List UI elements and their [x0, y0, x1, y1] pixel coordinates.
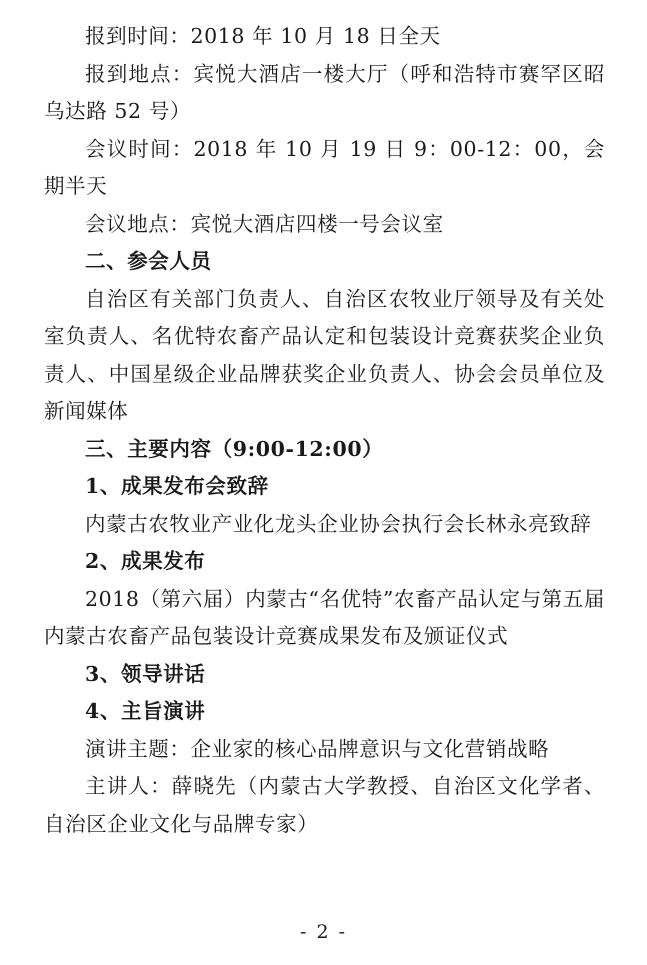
paragraph-item-4-topic: 演讲主题：企业家的核心品牌意识与文化营销战略 — [85, 736, 550, 761]
paragraph-attendees: 自治区有关部门负责人、自治区农牧业厅领导及有关处室负责人、名优特农畜产品认定和包装设计竞赛获奖企业负责人、中国星级企业品牌获奖企业负责人、协会会员单位及新闻媒体 — [44, 286, 605, 423]
heading-item-4: 4、主旨演讲 — [85, 699, 206, 723]
paragraph-registration-time: 报到时间：2018 年 10 月 18 日全天 — [85, 24, 441, 48]
paragraph-registration-place: 报到地点：宾悦大酒店一楼大厅（呼和浩特市赛罕区昭乌达路 52 号） — [44, 61, 605, 123]
paragraph-item-1-body: 内蒙古农牧业产业化龙头企业协会执行会长林永亮致辞 — [85, 511, 592, 536]
paragraph-item-4-speaker: 主讲人：薛晓先（内蒙古大学教授、自治区文化学者、自治区企业文化与品牌专家） — [44, 774, 605, 836]
heading-item-2: 2、成果发布 — [85, 549, 206, 573]
heading-section-three: 三、主要内容（9:00-12:00） — [85, 436, 384, 461]
paragraph-meeting-place: 会议地点：宾悦大酒店四楼一号会议室 — [85, 211, 444, 236]
paragraph-item-2-body: 2018（第六届）内蒙古“名优特”农畜产品认定与第五届内蒙古农畜产品包装设计竞赛成果发布及颁证仪式 — [44, 586, 605, 648]
page-number-footer: - 2 - — [299, 921, 347, 943]
heading-item-3: 3、领导讲话 — [85, 661, 206, 686]
paragraph-meeting-time: 会议时间：2018 年 10 月 19 日 9：00-12：00，会期半天 — [44, 136, 605, 198]
heading-section-two: 二、参会人员 — [85, 249, 212, 273]
heading-item-1: 1、成果发布会致辞 — [85, 474, 269, 498]
